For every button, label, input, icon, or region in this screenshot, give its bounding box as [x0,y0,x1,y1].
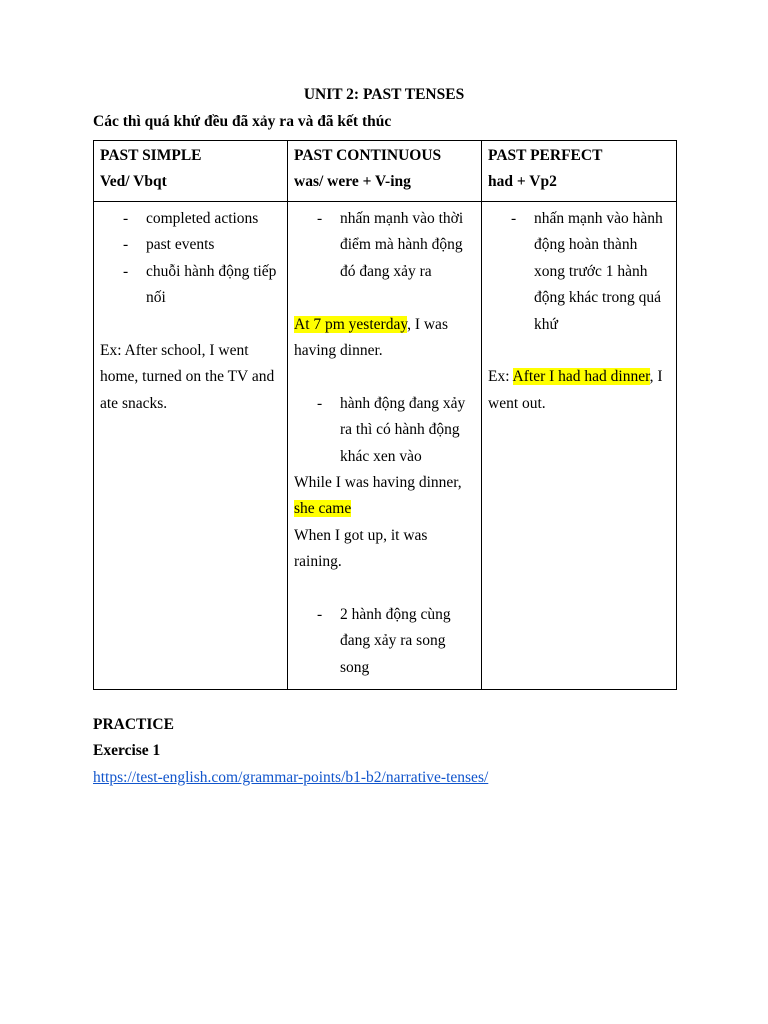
usage-list [488,206,670,338]
cell-past-continuous [288,202,482,690]
header-past-continuous [288,141,482,202]
list-item: - completed actions [100,206,281,232]
highlighted-text: At 7 pm yesterday [294,315,408,333]
list-item: - hành động đang xảy ra thì có hành động khác xen vào [294,391,475,470]
example-text [488,364,670,417]
usage-list [294,391,475,470]
page-title: UNIT 2: PAST TENSES [303,86,465,103]
exercise-link[interactable]: https://test-english.com/grammar-points/b1-b2/narrative-tenses/ [93,769,489,786]
header-past-perfect [482,141,677,202]
header-past-simple [94,141,288,202]
practice-heading: PRACTICE [93,716,174,733]
example-text: Ex: After school, I went home, turned on the TV and ate snacks. [100,342,275,412]
cell-past-perfect [482,202,677,690]
tense-formula: Ved/ Vbqt [100,173,167,191]
cell-past-simple [94,202,288,690]
exercise-heading: Exercise 1 [93,742,161,759]
tense-name: PAST SIMPLE [100,147,202,164]
example-rest: , I went out. [488,368,663,412]
list-item: - past events [100,232,281,258]
usage-list [294,206,475,285]
usage-list [100,206,281,312]
usage-list [294,602,475,681]
example-prefix: Ex: [488,368,513,386]
highlighted-text: she came [294,500,352,518]
example-text: When I got up, it was raining. [294,526,428,571]
tense-formula: had + Vp2 [488,173,557,191]
list-item: - nhấn mạnh vào hành động hoàn thành xong trước 1 hành động khác trong quá khứ [488,206,670,338]
tense-name: PAST PERFECT [488,147,603,164]
tense-name: PAST CONTINUOUS [294,147,442,164]
list-item: - 2 hành động cùng đang xảy ra song song [294,602,475,681]
tense-formula: was/ were + V-ing [294,173,411,191]
list-item: - chuỗi hành động tiếp nối [100,259,281,312]
list-item: - nhấn mạnh vào thời điểm mà hành động đó đang xảy ra [294,206,475,285]
example-text [294,470,475,523]
table-header-row [94,141,677,202]
page-subtitle: Các thì quá khứ đều đã xảy ra và đã kết thúc [93,113,392,130]
tenses-table [93,140,677,690]
example-rest: , I was having dinner. [294,315,448,360]
highlighted-text: After I had had dinner [512,368,650,386]
table-body-row [94,202,677,690]
example-plain: While I was having dinner, [294,474,462,492]
example-text [294,312,475,365]
